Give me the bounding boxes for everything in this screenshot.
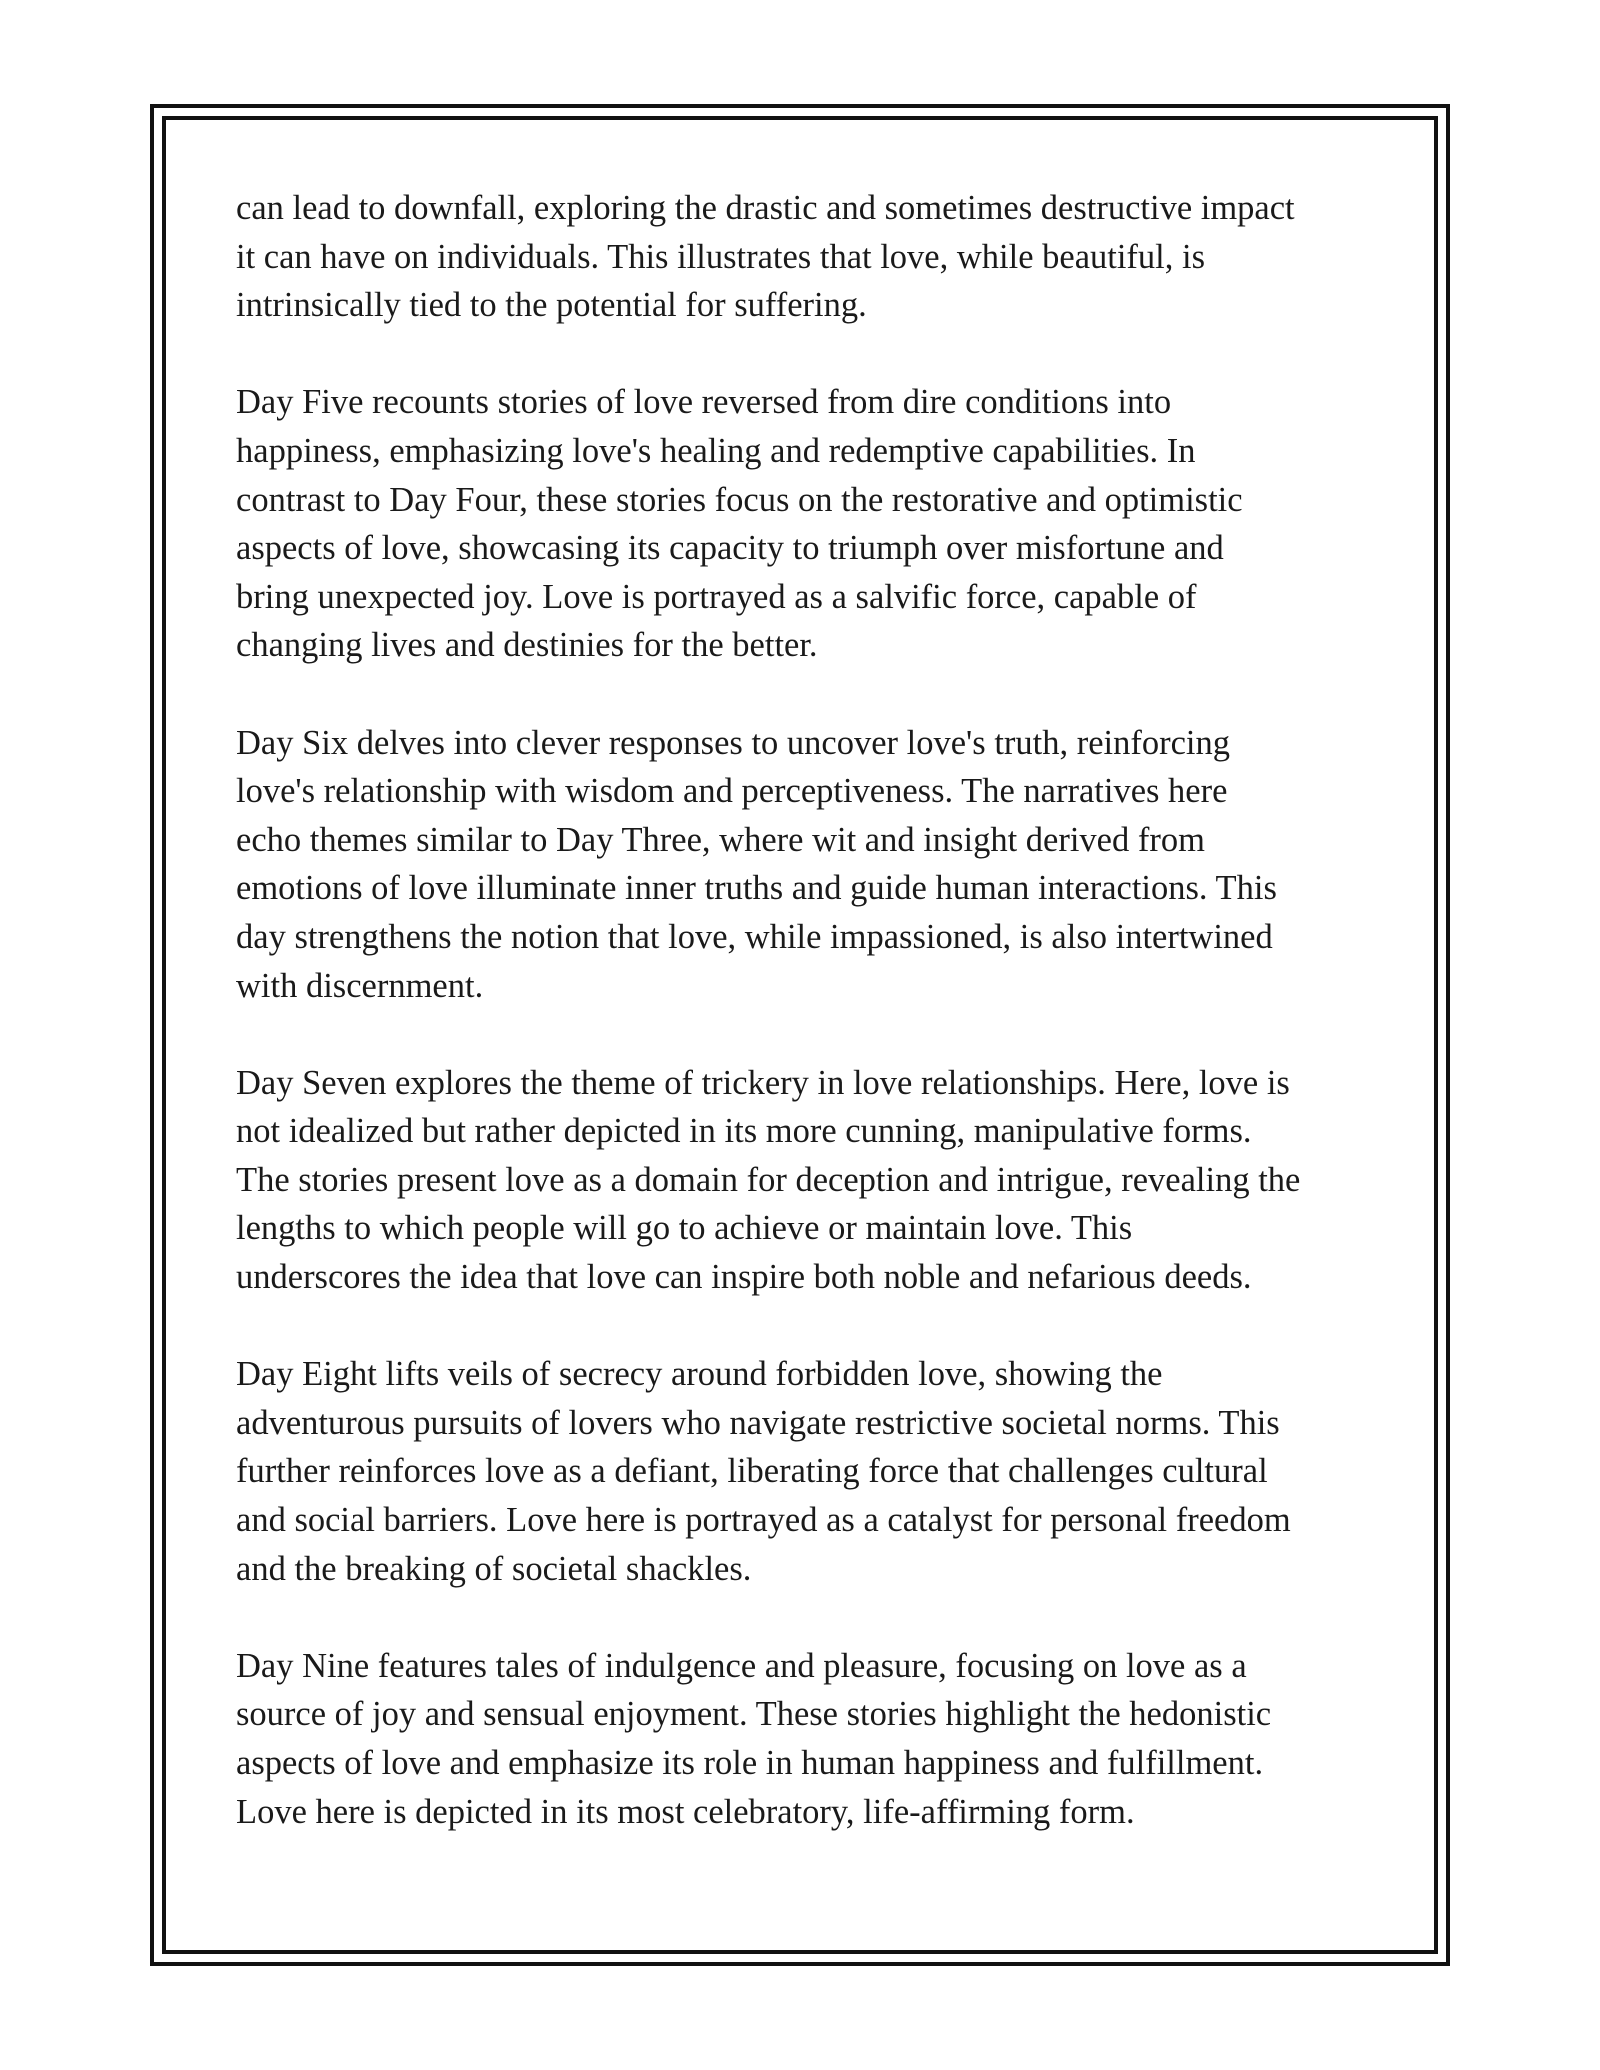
- paragraph-day-seven: Day Seven explores the theme of trickery in love relationships. Here, love is not idealized but rather depicted in its more cunning, manipulative forms. The stories present love as a domain for deception and intrigue, revealing the lengths to which people will go to achieve or maintain love. This underscores the idea that love can inspire both noble and nefarious deeds.: [236, 1063, 1301, 1297]
- paragraph-day-eight: Day Eight lifts veils of secrecy around forbidden love, showing the adventurous pursuits of lovers who navigate restrictive societal norms. This further reinforces love as a defiant, liberating force that challenges cultural and social barriers. Love here is portrayed as a catalyst for personal freedom and the breaking of societal shackles.: [236, 1355, 1291, 1588]
- paragraph-downfall-continuation: can lead to downfall, exploring the drastic and sometimes destructive impact it can have on individuals. This illustrates that love, while beautiful, is intrinsically tied to the potential for suffering.: [236, 189, 1295, 325]
- paragraph-day-six: Day Six delves into clever responses to uncover love's truth, reinforcing love's relationship with wisdom and perceptiveness. The narratives here echo themes similar to Day Three, where wit and insight derived from emotions of love illuminate inner truths and guide human interactions. This day strengthens the notion that love, while impassioned, is also intertwined with discernment.: [236, 723, 1277, 1005]
- paragraph-day-nine: Day Nine features tales of indulgence and pleasure, focusing on love as a source of joy and sensual enjoyment. These stories highlight the hedonistic aspects of love and emphasize its role in human happiness and fulfillment. Love here is depicted in its most celebratory, life-affirming form.: [236, 1646, 1272, 1831]
- paragraph-day-five: Day Five recounts stories of love reversed from dire conditions into happiness, emphasizing love's healing and redemptive capabilities. In contrast to Day Four, these stories focus on the restorative and optimistic aspects of love, showcasing its capacity to triumph over misfortune and bring unexpected joy. Love is portrayed as a salvific force, capable of changing lives and destinies for the better.: [236, 383, 1243, 665]
- document-body: [236, 184, 1384, 1885]
